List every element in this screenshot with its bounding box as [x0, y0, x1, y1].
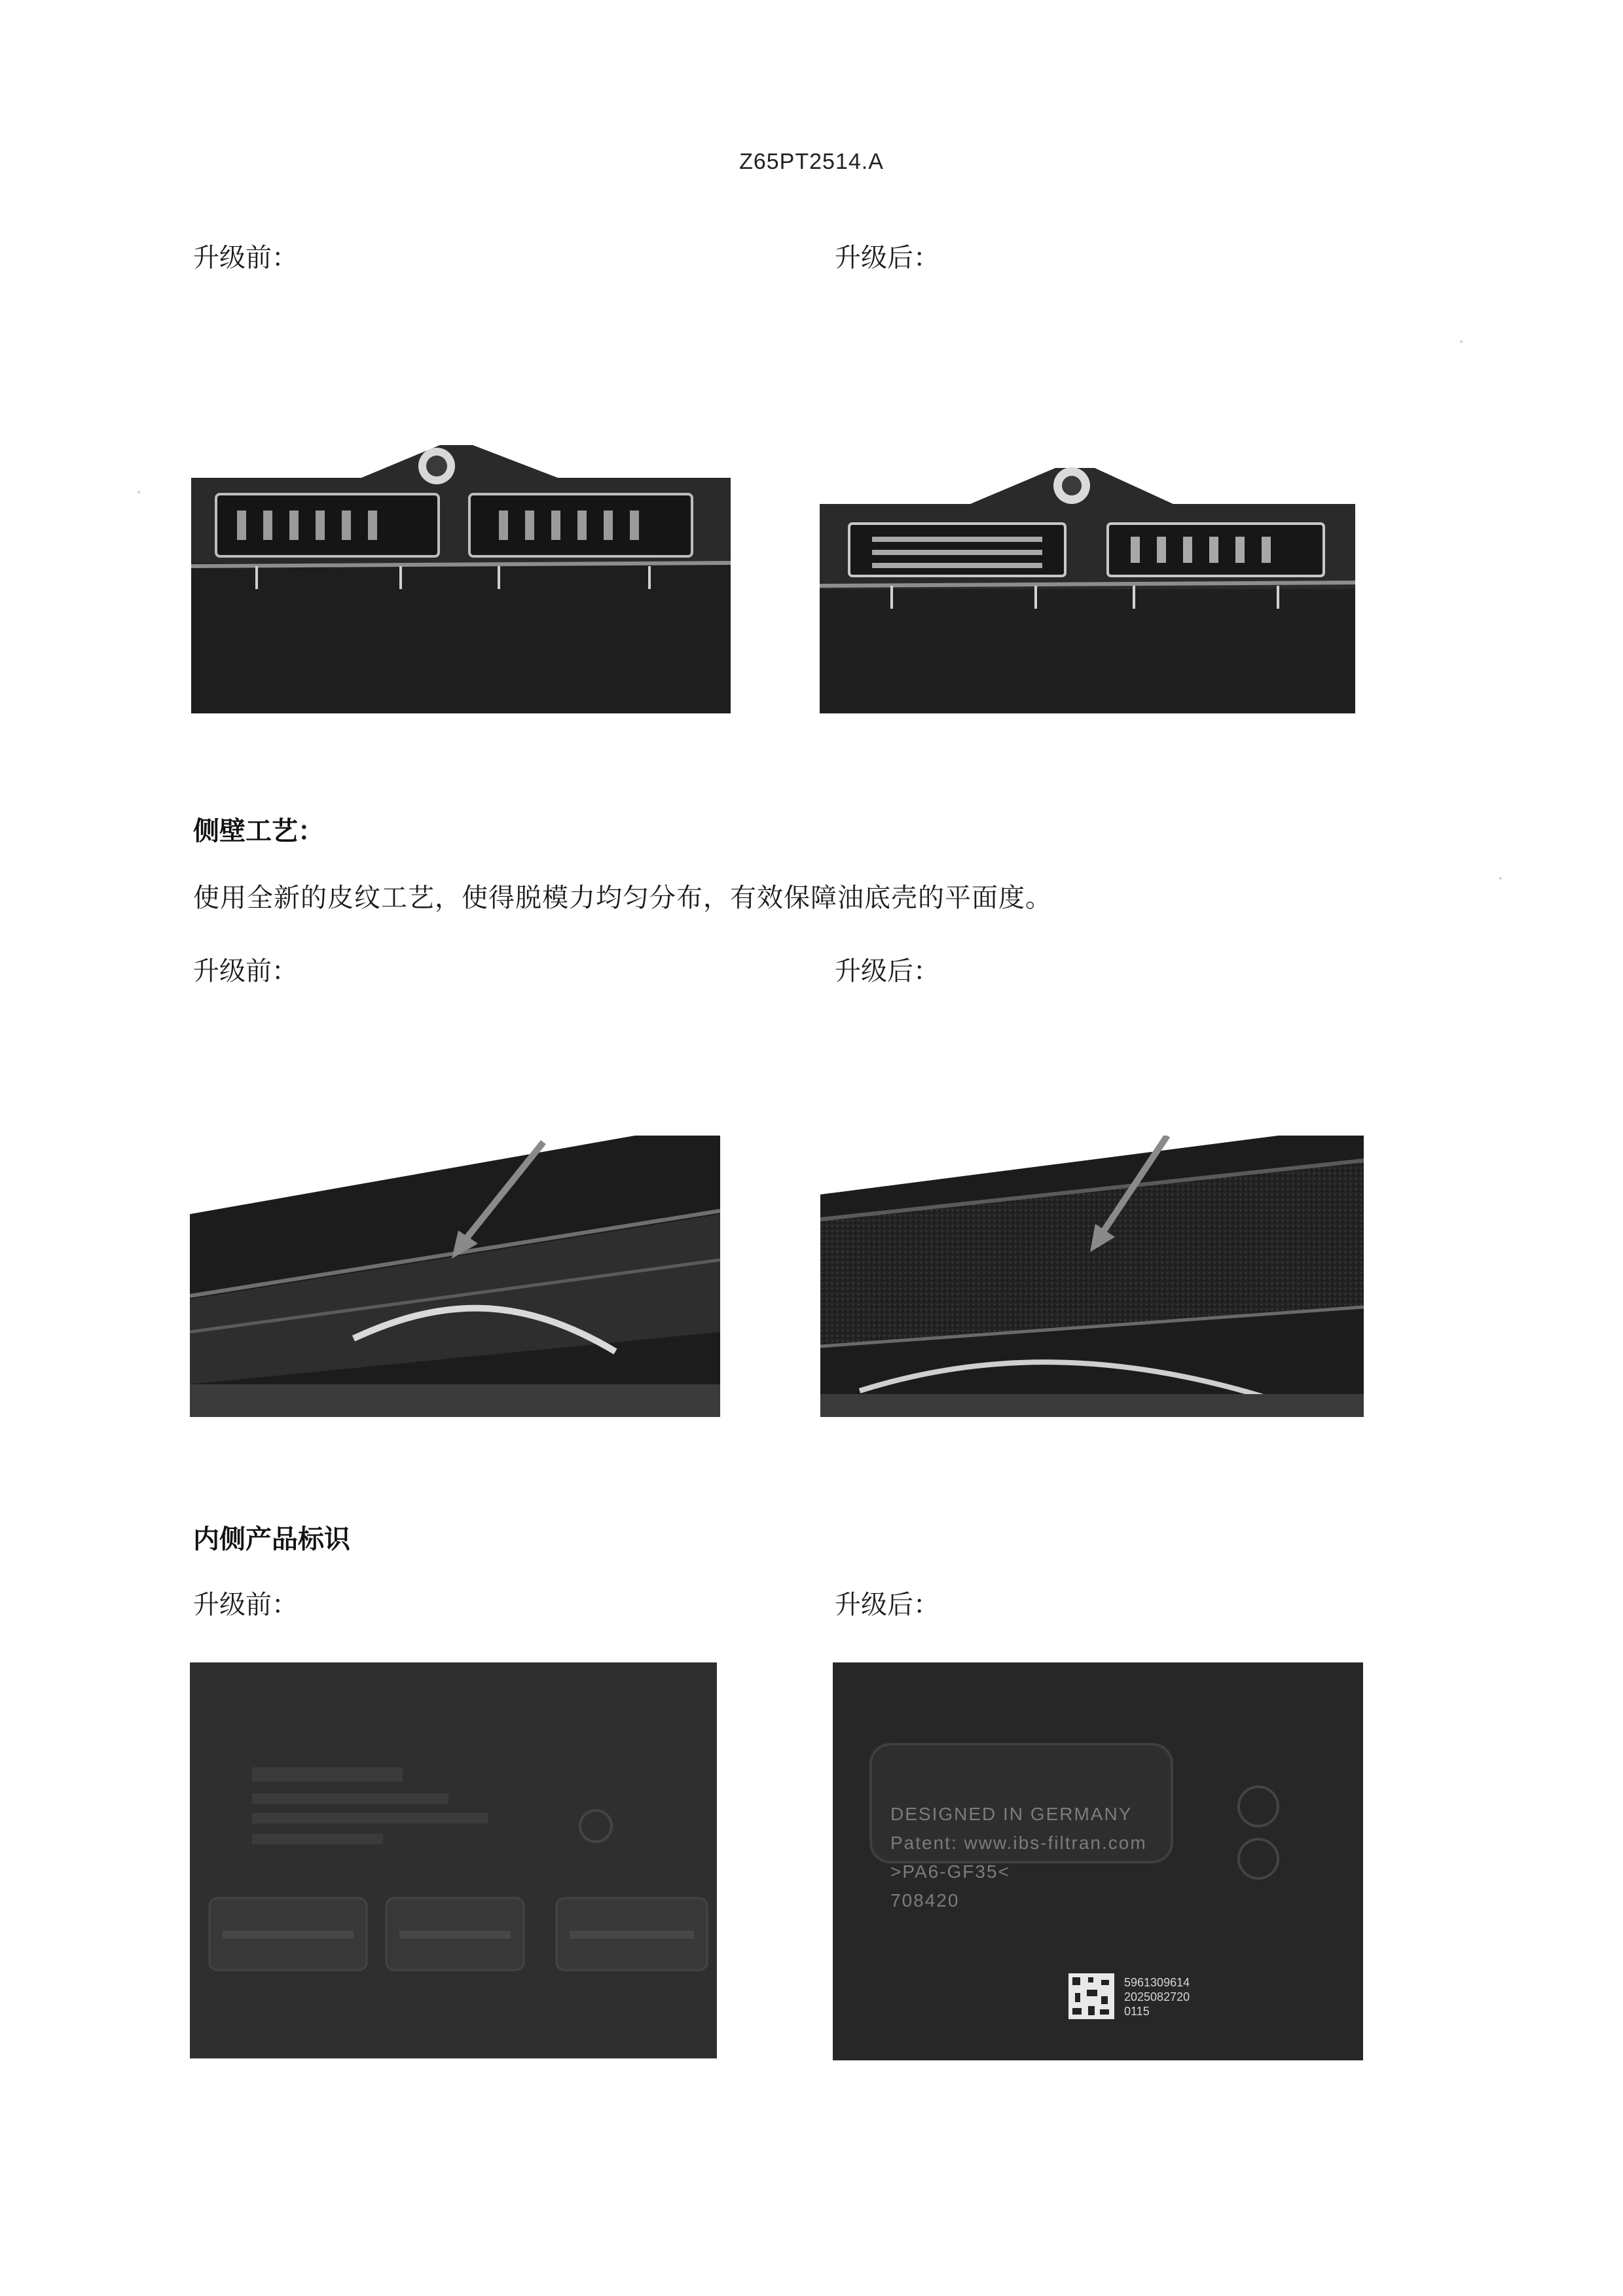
- marking-before-label: 升级前：: [193, 1590, 298, 1620]
- engraving-line-3: >PA6-GF35<: [890, 1861, 1010, 1882]
- marking-code-text: [1124, 1975, 1190, 2018]
- code-line-3: 0115: [1124, 2005, 1150, 2018]
- marking-engraving-text: [890, 1800, 1147, 1915]
- sidewall-description: 使用全新的皮纹工艺，使得脱模力均匀分布，有效保障油底壳的平面度。: [193, 883, 1052, 913]
- marking-title: 内侧产品标识: [193, 1524, 350, 1554]
- marking-before-photo: [190, 1662, 717, 2058]
- connectors-after-label: 升级后：: [835, 243, 939, 273]
- code-line-1: 5961309614: [1124, 1976, 1190, 1989]
- connectors-before-label: 升级前：: [193, 243, 298, 273]
- engraving-line-1: DESIGNED IN GERMANY: [890, 1804, 1133, 1824]
- engraving-line-2: Patent: www.ibs-filtran.com: [890, 1833, 1147, 1853]
- sidewall-before-label: 升级前：: [193, 956, 298, 986]
- sidewall-after-label: 升级后：: [835, 956, 939, 986]
- marking-after-photo: [833, 1662, 1363, 2060]
- sidewall-before-photo: [190, 1136, 720, 1417]
- scan-speck: [137, 491, 140, 493]
- sidewall-after-photo: [820, 1136, 1364, 1417]
- scan-speck: [1499, 877, 1502, 880]
- code-line-2: 2025082720: [1124, 1990, 1190, 2003]
- engraving-line-4: 708420: [890, 1890, 960, 1910]
- marking-after-label: 升级后：: [835, 1590, 939, 1620]
- connectors-after-photo: [820, 458, 1355, 713]
- sidewall-title: 侧壁工艺：: [193, 816, 324, 846]
- scan-speck: [1460, 340, 1463, 343]
- document-id: Z65PT2514.A: [739, 149, 884, 174]
- connectors-before-photo: [191, 432, 731, 713]
